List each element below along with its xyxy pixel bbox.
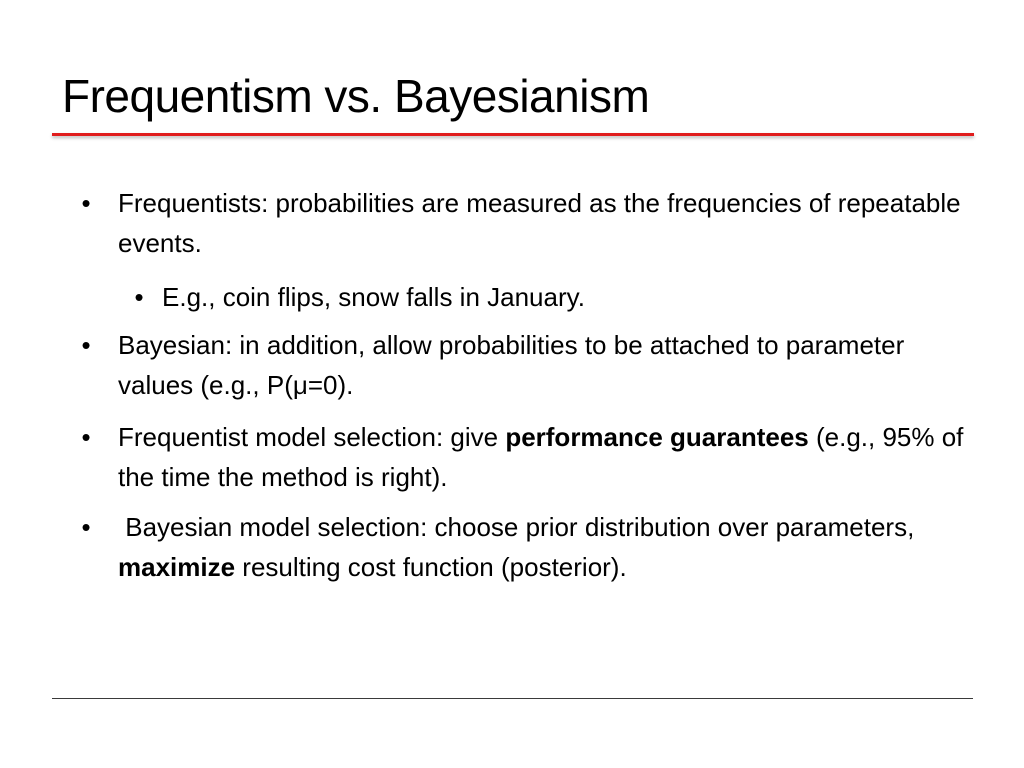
bullet-text: Frequentists: probabilities are measured as the frequencies of repeatable events. [118, 188, 968, 258]
bullet-text-pre: Bayesian model selection: choose prior distribution over parameters, [118, 512, 922, 542]
bullet-item-frequentist-model-selection [81, 417, 971, 497]
bullet-marker: • [134, 282, 144, 312]
bullet-marker: • [81, 422, 91, 452]
bullet-text [118, 507, 968, 587]
bullet-marker: • [81, 330, 91, 360]
sub-bullet-item-examples [134, 277, 962, 317]
footer-divider [52, 698, 973, 699]
slide-title: Frequentism vs. Bayesianism [62, 70, 650, 122]
bullet-marker: • [81, 512, 91, 542]
bullet-text [118, 417, 971, 497]
bullet-text-post: resulting cost function (posterior). [235, 552, 627, 582]
bullet-text-bold: performance guarantees [505, 422, 809, 452]
title-underline [52, 133, 974, 136]
bullet-text-pre: Frequentist model selection: give [118, 422, 506, 452]
bullet-text: Bayesian: in addition, allow probabilities to be attached to parameter values (e.g., P(μ=0). [118, 330, 912, 400]
bullet-marker: • [81, 188, 91, 218]
bullet-text-post: (e.g., 95% of the time the method is right). [118, 422, 971, 492]
bullet-item-bayesian [81, 325, 968, 405]
bullet-item-bayesian-model-selection [81, 507, 968, 587]
bullet-text: E.g., coin flips, snow falls in January. [162, 282, 585, 312]
bullet-text-bold: maximize [118, 552, 236, 582]
bullet-item-frequentists [81, 183, 968, 263]
